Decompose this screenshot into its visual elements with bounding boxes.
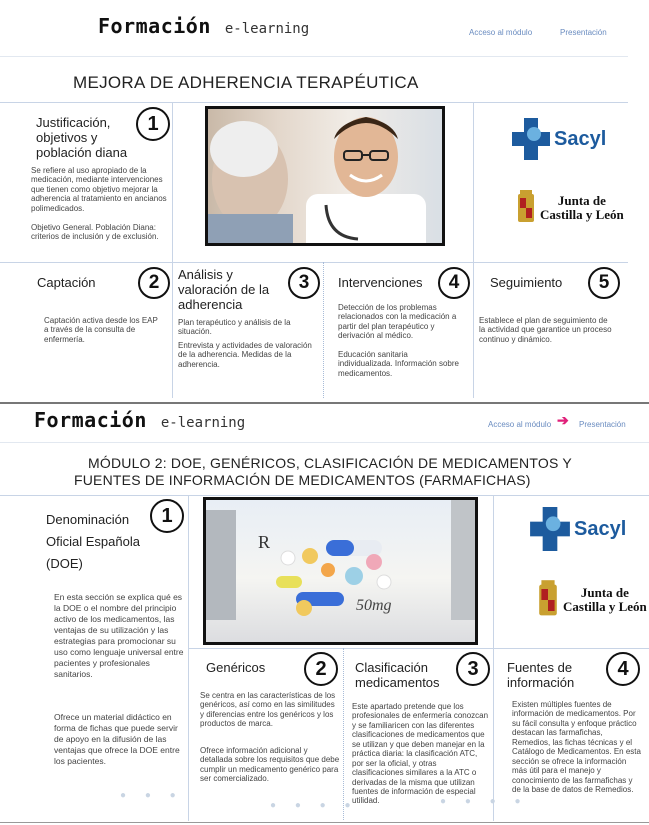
section-text: Existen múltiples fuentes de información de medicamentos. Por su fácil consulta y enfoque práctico destacan las farmafichas, Remedios, las fichas técnicas y el Catálogo de Medicamentos. En esta sección se ofrece la información más útil para el manejo y conocimiento de las farmafichas y de la base de datos de Remedios.: [512, 700, 641, 794]
page-title: MEJORA DE ADHERENCIA TERAPÉUTICA: [73, 73, 419, 92]
section-text: Detección de los problemas relacionados con la medicación a partir del plan terapéutico y derivación al médico.: [338, 303, 457, 341]
section-title: Clasificación medicamentos: [355, 660, 440, 690]
photo-text-r: R: [258, 532, 271, 552]
grid-line: [493, 495, 494, 821]
coat-of-arms-icon: [516, 190, 536, 226]
grid-line: [172, 102, 173, 398]
header-divider: [0, 56, 628, 57]
junta-text: [563, 586, 647, 613]
photo-text-dose: 50mg: [356, 597, 392, 614]
sacyl-logo: [512, 118, 606, 160]
doctor-illustration: [208, 109, 445, 246]
brand-main: Formación: [34, 408, 147, 432]
section-text: Ofrece un material didáctico en forma de fichas que puede servir de apoyo en la difusión de las ventajas que ofrece la DOE entre los pacientes.: [54, 712, 180, 767]
brand-sub: e-learning: [160, 415, 246, 431]
presentation-link[interactable]: Presentación: [579, 420, 626, 429]
section-number: 4: [438, 267, 470, 299]
sacyl-logo: [530, 507, 626, 551]
section-number: 2: [304, 652, 338, 686]
junta-text-line1: Junta de: [557, 193, 606, 209]
sacyl-cross-icon: [512, 118, 550, 160]
junta-logo: [516, 190, 624, 226]
coat-of-arms-icon: [537, 580, 559, 620]
section-text: Establece el plan de seguimiento de la actividad que garantice un proceso continuo y dinámico.: [479, 316, 612, 344]
doctor-photo: [205, 106, 445, 246]
pills-illustration: [206, 500, 478, 645]
junta-text-line2: Castilla y León: [563, 599, 647, 614]
section-title: Genéricos: [206, 660, 266, 675]
grid-line: [323, 262, 324, 398]
brand-logo: [98, 14, 309, 38]
section-number: 4: [606, 652, 640, 686]
grid-line: [0, 102, 628, 103]
footprints-decoration: ● ● ●: [120, 790, 184, 801]
junta-text-line2: Castilla y León: [540, 207, 624, 222]
section-text: Plan terapéutico y análisis de la situación.: [178, 318, 291, 337]
section-text: Captación activa desde los EAP a través de la consulta de enfermería.: [44, 316, 158, 344]
section-text: En esta sección se explica qué es la DOE o el nombre del principio activo de los medicamentos, las ventajas de su utilización y las estrategias para promocionar su uso como lenguaje universal entre pacientes y profesionales sanitarios.: [54, 592, 184, 680]
page-title-line2: FUENTES DE INFORMACIÓN DE MEDICAMENTOS (FARMAFICHAS): [74, 472, 531, 488]
section-number: 1: [136, 107, 170, 141]
access-module-link[interactable]: Acceso al módulo: [469, 28, 533, 37]
junta-logo: [537, 580, 647, 620]
footprints-decoration: ● ● ● ●: [270, 800, 359, 811]
presentation-link[interactable]: Presentación: [560, 28, 607, 37]
section-number: 5: [588, 267, 620, 299]
sacyl-text: Sacyl: [554, 127, 607, 150]
section-text: Entrevista y actividades de valoración de la adherencia. Medidas de la adherencia.: [178, 341, 312, 369]
brand-sub: e-learning: [224, 21, 310, 37]
brand-logo: [34, 408, 245, 432]
header-divider: [0, 442, 649, 443]
section-number: 2: [138, 267, 170, 299]
junta-text-line1: Junta de: [580, 585, 629, 601]
section-number: 3: [456, 652, 490, 686]
section-title: Intervenciones: [338, 275, 423, 290]
grid-line: [188, 648, 649, 649]
brand-main: Formación: [98, 14, 211, 38]
grid-line: [343, 648, 344, 820]
section-title: Fuentes de información: [507, 660, 575, 690]
section-text: Se centra en las características de los genéricos, así como en las similitudes y diferencias entre los genéricos y los productos de marca.: [200, 691, 336, 729]
sacyl-cross-icon: [530, 507, 570, 551]
section-text: Se refiere al uso apropiado de la medicación, mediante intervenciones que tienen como objetivo mejorar la adherencia al tratamiento en ancianos polimedicados.: [31, 166, 167, 213]
grid-line: [188, 495, 189, 821]
section-title: Seguimiento: [490, 275, 563, 290]
section-text: Este apartado pretende que los profesionales de enfermería conozcan y se familiaricen con las diferentes clasificaciones de medicamentos que se utilizan y que deben manejar en la práctica diaria: la clasificación ATC, por ser la oficial, y otras clasificaciones similares a la ATC o derivadas de la misma que utilizan fuentes de información de especial utilidad.: [352, 702, 489, 806]
junta-text: [540, 194, 624, 221]
page-title-line1: MÓDULO 2: DOE, GENÉRICOS, CLASIFICACIÓN DE MEDICAMENTOS Y: [88, 455, 572, 471]
footprints-decoration: ● ● ● ●: [440, 796, 529, 807]
grid-line: [473, 102, 474, 398]
section-text: Educación sanitaria individualizada. Información sobre medicamentos.: [338, 350, 459, 378]
panel-modulo-2: [0, 402, 649, 825]
section-text: Ofrece información adicional y detallada sobre los requisitos que debe cumplir un medicamento genérico para ser comercializado.: [200, 746, 340, 784]
access-module-link[interactable]: Acceso al módulo: [488, 420, 552, 429]
section-number: 3: [288, 267, 320, 299]
pills-photo: [203, 497, 478, 645]
section-title: Análisis y valoración de la adherencia: [178, 267, 270, 312]
section-number: 1: [150, 499, 184, 533]
section-title: Denominación Oficial Española (DOE): [46, 512, 140, 572]
grid-line: [0, 495, 649, 496]
grid-line: [0, 262, 628, 263]
section-title: Justificación, objetivos y población diana: [36, 115, 128, 160]
right-arrow-icon[interactable]: ➔: [557, 412, 569, 428]
sacyl-text: Sacyl: [574, 517, 627, 540]
section-text: Objetivo General. Población Diana: criterios de inclusión y de exclusión.: [31, 223, 159, 242]
bottom-divider: [0, 822, 649, 823]
section-title: Captación: [37, 275, 96, 290]
panel-adherencia: [0, 0, 628, 400]
